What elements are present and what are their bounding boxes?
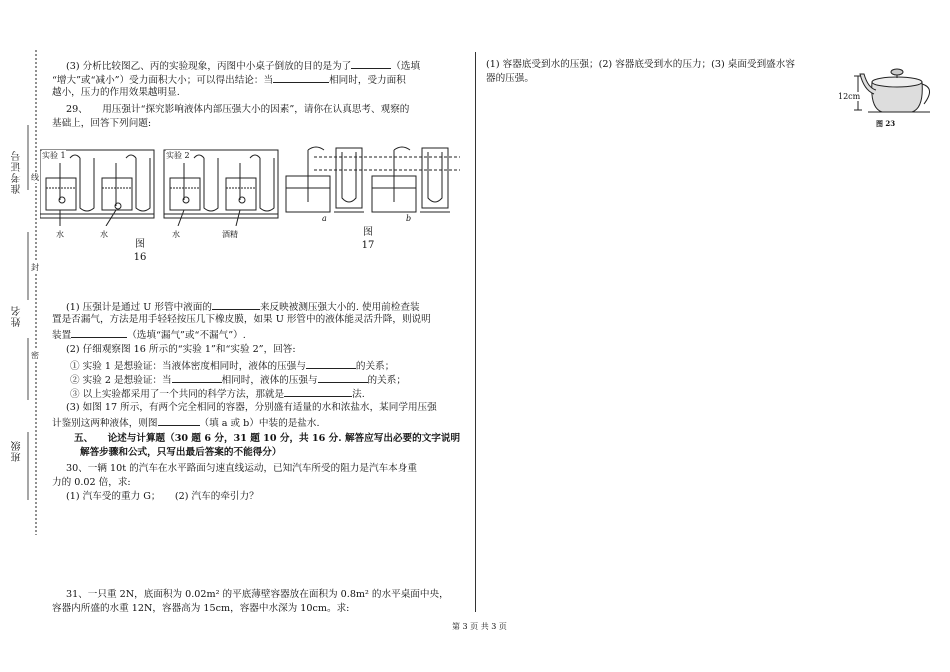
liquid-label-3: 水 [172, 230, 180, 239]
seal-mark-secret: 密 [31, 351, 39, 360]
q30-line1: 30、一辆 10t 的汽车在水平路面匀速直线运动，已知汽车所受的阻力是汽车本身重 [66, 463, 417, 474]
answer-blank[interactable] [273, 72, 329, 83]
section-5-heading-line1: 五、 论述与计算题（30 题 6 分，31 题 10 分，共 16 分. 解答应写出必要的文字说明 [74, 433, 461, 444]
binding-lines [0, 0, 60, 672]
q31-sub-questions-line1: (1) 容器底受到水的压强；(2) 容器底受到水的压力；(3) 桌面受到盛水容 [486, 59, 795, 70]
q29-line2: 基础上，回答下列问题: [52, 118, 152, 129]
figure-17-caption: 图 17 [361, 227, 375, 251]
q31-line1: 31、一只重 2N，底面积为 0.02m² 的平底薄壁容器放在面积为 0.8m² 的水平桌面中央， [66, 589, 449, 600]
ticket-number-label: 准考证号 [12, 150, 23, 194]
container-b-label: b [406, 214, 412, 223]
seal-mark-seal: 封 [31, 263, 39, 272]
answer-blank[interactable] [351, 58, 391, 69]
q28-line1b: （选填 [391, 61, 421, 72]
figure-17-drawing [284, 142, 464, 226]
q29-p2-line1: (2) 仔细观察图 16 所示的“实验 1”和“实验 2”，回答: [66, 344, 296, 355]
liquid-label-2: 水 [100, 230, 108, 239]
figure-16-drawing [40, 148, 280, 226]
experiment-2-label: 实验 2 [166, 151, 190, 160]
answer-blank[interactable] [71, 327, 127, 338]
exp2-apparatus-right [226, 155, 274, 211]
experiment-1-label: 实验 1 [42, 151, 66, 160]
answer-blank[interactable] [284, 386, 352, 397]
exp1-apparatus-right [102, 155, 150, 211]
answer-blank[interactable] [158, 415, 200, 426]
q31-sub-questions-line2: 器的压强。 [486, 73, 534, 84]
q29-line1: 29、 用压强计“探究影响液体内部压强大小的因素”，请你在认真思考、观察的 [66, 104, 410, 115]
q29-p3-line1: (3) 如图 17 所示，有两个完全相同的容器，分别盛有适量的水和浓盐水，某同学用压强 [66, 402, 437, 413]
container-a-label: a [322, 214, 327, 223]
seal-mark-line: 线 [31, 173, 39, 182]
q29-p1-line2: 置是否漏气，方法是用手轻轻按压几下橡皮膜，如果 U 形管中的液体能灵活升降，则说明 [52, 314, 431, 325]
q28-line2a: “增大”或“减小”）受力面积大小；可以得出结论：当 [52, 75, 274, 86]
teapot-drawing [844, 60, 938, 120]
q28-line2b: 相同时，受力面积 [329, 75, 406, 86]
name-label: 姓名 [12, 305, 23, 327]
page-number: 第 3 页 共 3 页 [452, 622, 507, 631]
exp2-apparatus-left [170, 155, 218, 211]
q31-line2: 容器内所盛的水重 12N，容器高为 15cm，容器中水深为 10cm。求: [52, 603, 350, 614]
class-label: 班级 [12, 440, 23, 462]
column-divider [475, 52, 476, 612]
q30-line2: 力的 0.02 倍，求: [52, 477, 131, 488]
q30-line3: (1) 汽车受的重力 G； (2) 汽车的牵引力？ [66, 491, 259, 502]
figure-23-caption: 图 23 [876, 119, 896, 128]
teapot-height-label: 12cm [838, 92, 861, 101]
q28-line1a: (3) 分析比较图乙、丙的实验现象，丙图中小桌子倒放的目的是为了 [66, 61, 352, 72]
exp1-apparatus-left [46, 155, 94, 211]
answer-blank[interactable] [212, 299, 260, 310]
answer-blank[interactable] [306, 358, 356, 369]
figure-16-caption: 图 16 [133, 239, 147, 263]
section-5-heading-line2: 解答步骤和公式，只写出最后答案的不能得分） [80, 447, 282, 458]
liquid-label-1: 水 [56, 230, 64, 239]
q28-line3: 越小，压力的作用效果越明显. [52, 87, 180, 98]
answer-blank[interactable] [172, 372, 222, 383]
liquid-label-4: 酒精 [222, 230, 238, 239]
answer-blank[interactable] [318, 372, 368, 383]
